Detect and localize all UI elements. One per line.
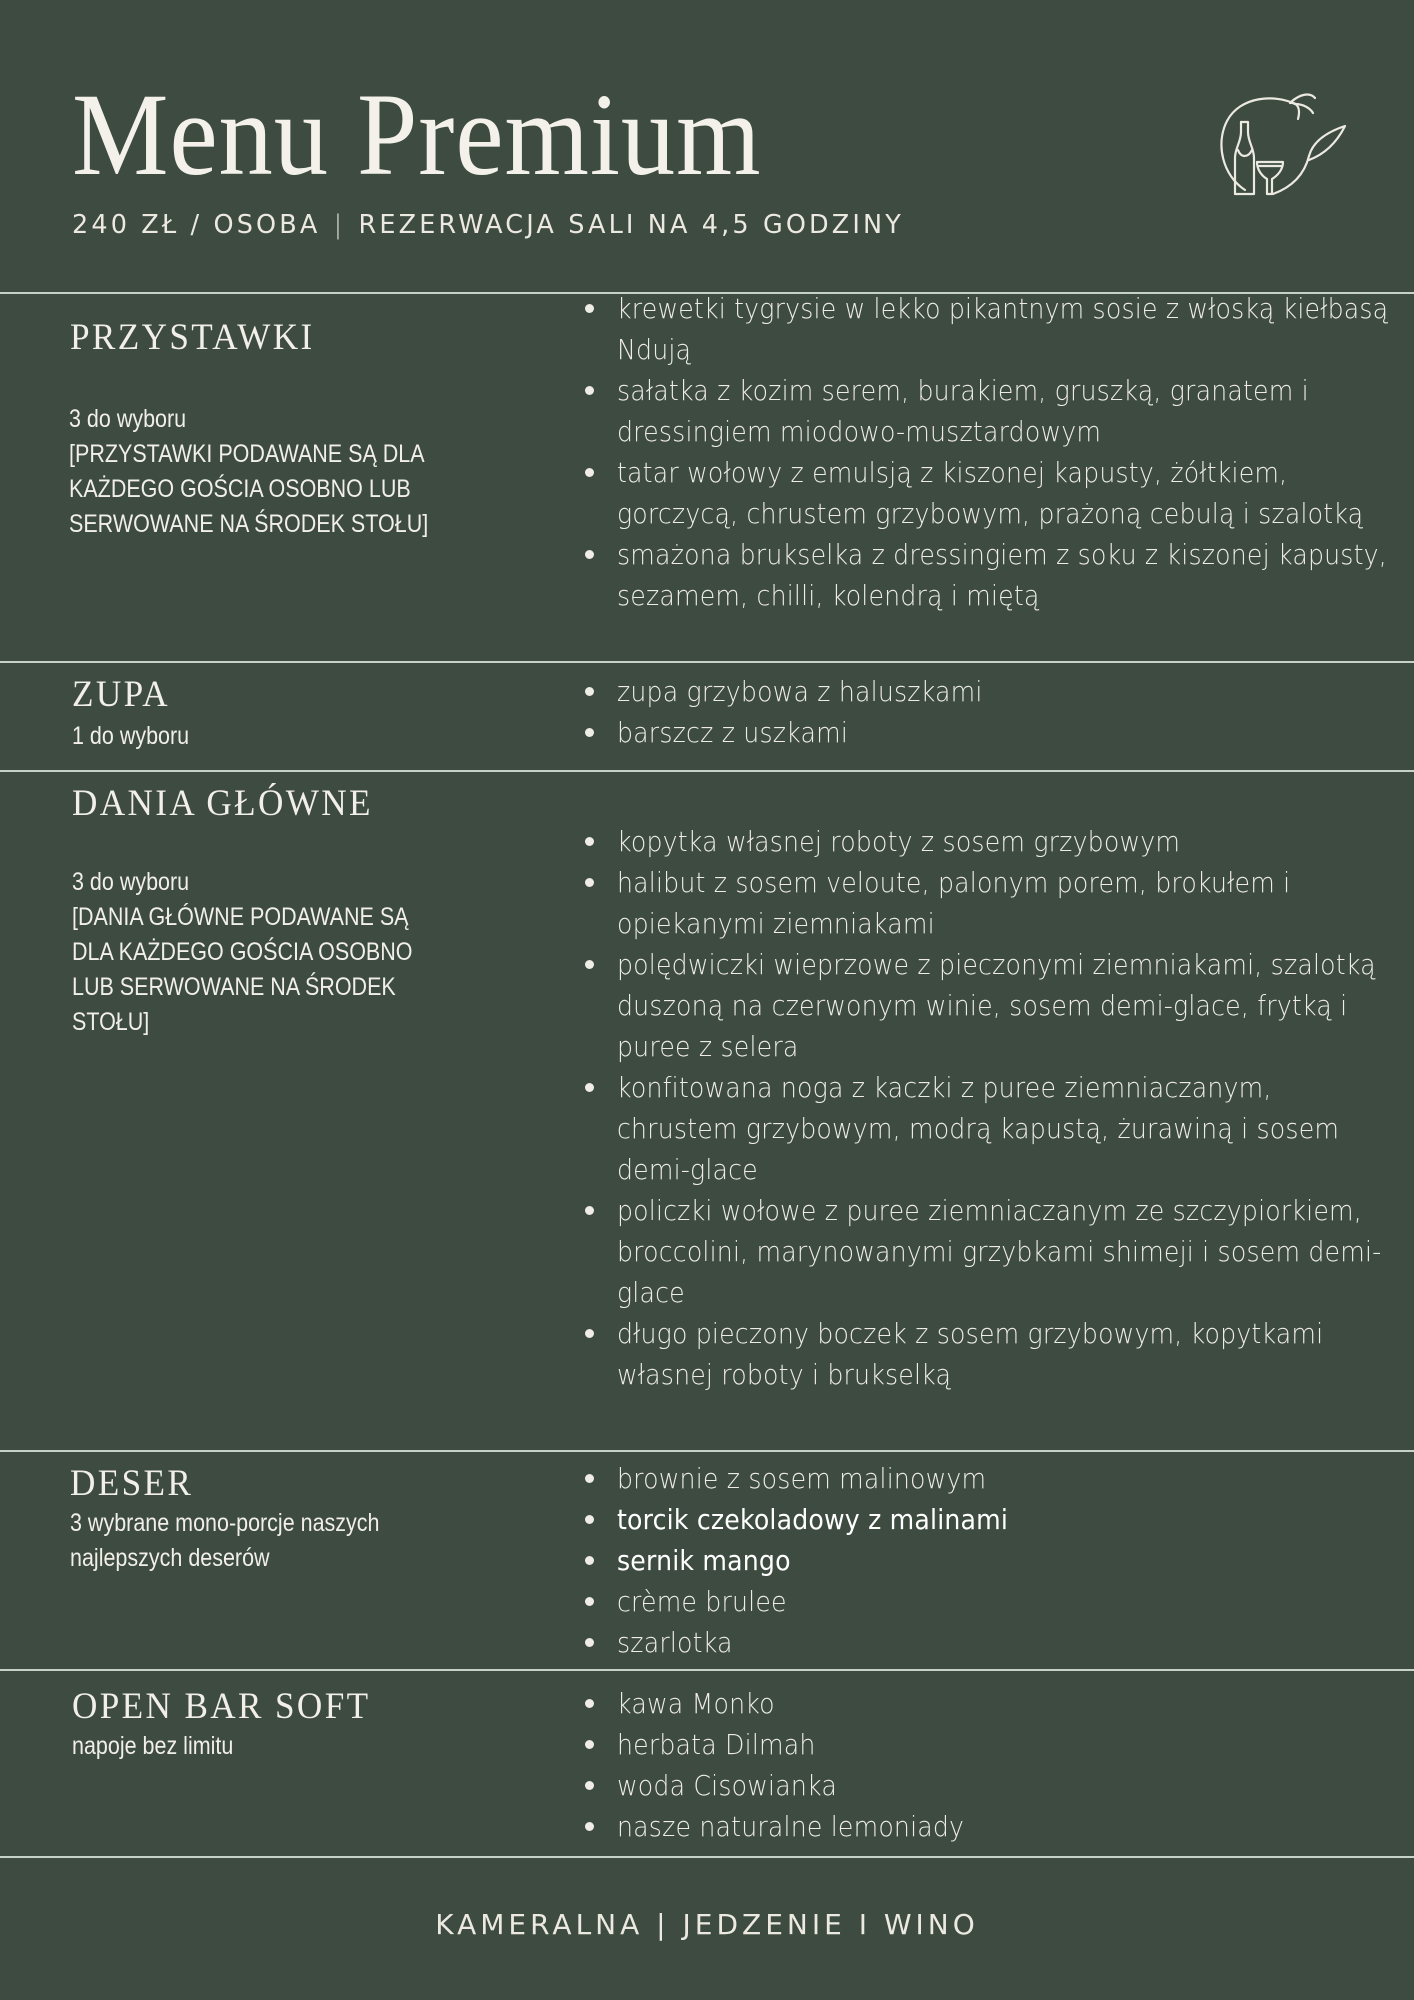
list-item: krewetki tygrysie w lekko pikantnym sosie z włoską kiełbasą Ndują <box>580 288 1400 370</box>
list-item: sałatka z kozim serem, burakiem, gruszką, granatem i dressingiem miodowo-musztardowym <box>580 370 1400 452</box>
section-note <box>70 1506 500 1576</box>
bullet-icon <box>585 1638 594 1647</box>
dish-list <box>580 1458 1400 1663</box>
list-item: barszcz z uszkami <box>580 712 1400 753</box>
section-heading: OPEN BAR SOFT <box>72 1686 371 1727</box>
bullet-icon <box>585 468 594 477</box>
list-item: zupa grzybowa z haluszkami <box>580 671 1400 712</box>
wine-bottle-glass-leaf-icon <box>1205 86 1355 206</box>
section-note <box>72 1729 502 1764</box>
footer <box>0 1858 1414 2000</box>
menu-subtitle <box>72 210 904 240</box>
reservation-info: REZERWACJA SALI NA 4,5 GODZINY <box>358 210 904 240</box>
section-soup <box>0 663 1414 770</box>
list-item: sernik mango <box>580 1540 1400 1581</box>
bullet-icon <box>585 1515 594 1524</box>
bullet-icon <box>585 1822 594 1831</box>
bullet-icon <box>585 1206 594 1215</box>
bullet-icon <box>585 304 594 313</box>
bullet-icon <box>585 386 594 395</box>
bullet-icon <box>585 550 594 559</box>
list-item: policzki wołowe z puree ziemniaczanym ze szczypiorkiem, broccolini, marynowanymi grzybkami shimeji i sosem demi-glace <box>580 1190 1400 1313</box>
bullet-icon <box>585 1699 594 1708</box>
bullet-icon <box>585 728 594 737</box>
bullet-icon <box>585 837 594 846</box>
list-item: nasze naturalne lemoniady <box>580 1806 1400 1847</box>
bullet-icon <box>585 1329 594 1338</box>
footer-brand-line <box>0 1908 1414 1941</box>
drink-list <box>580 1683 1400 1847</box>
section-heading: PRZYSTAWKI <box>70 317 315 358</box>
subtitle-separator: | <box>333 210 346 240</box>
list-item: konfitowana noga z kaczki z puree ziemniaczanym, chrustem grzybowym, modrą kapustą, żurawiną i sosem demi-glace <box>580 1067 1400 1190</box>
bullet-icon <box>585 878 594 887</box>
bullet-icon <box>585 1597 594 1606</box>
list-item: brownie z sosem malinowym <box>580 1458 1400 1499</box>
section-note <box>72 865 502 1040</box>
choice-count: 3 wybrane mono-porcje naszych najlepszych deserów <box>70 1509 380 1572</box>
section-main-courses <box>0 772 1414 1450</box>
section-appetizers <box>0 294 1414 661</box>
list-item: kawa Monko <box>580 1683 1400 1724</box>
choice-count: 3 do wyboru <box>72 868 190 896</box>
list-item: długo pieczony boczek z sosem grzybowym, kopytkami własnej roboty i brukselką <box>580 1313 1400 1395</box>
serving-info: [PRZYSTAWKI PODAWANE SĄ DLA KAŻDEGO GOŚCIA OSOBNO LUB SERWOWANE NA ŚRODEK STOŁU] <box>69 440 429 538</box>
list-item: polędwiczki wieprzowe z pieczonymi ziemniakami, szalotką duszoną na czerwonym winie, sosem demi-glace, frytką i puree z selera <box>580 944 1400 1067</box>
list-item: szarlotka <box>580 1622 1400 1663</box>
serving-info: [DANIA GŁÓWNE PODAWANE SĄ DLA KAŻDEGO GOŚCIA OSOBNO LUB SERWOWANE NA ŚRODEK STOŁU] <box>72 903 413 1036</box>
dish-list <box>580 288 1400 616</box>
brand-tagline: JEDZENIE I WINO <box>682 1908 979 1941</box>
footer-separator: | <box>656 1908 670 1941</box>
menu-title: Menu Premium <box>72 69 762 200</box>
bullet-icon <box>585 1083 594 1092</box>
price-per-person: 240 ZŁ / OSOBA <box>72 210 321 240</box>
menu-header <box>0 0 1414 293</box>
dish-list <box>580 821 1400 1395</box>
bullet-icon <box>585 960 594 969</box>
bullet-icon <box>585 1474 594 1483</box>
section-note <box>72 719 502 754</box>
choice-count: 1 do wyboru <box>72 722 190 750</box>
list-item: halibut z sosem veloute, palonym porem, brokułem i opiekanymi ziemniakami <box>580 862 1400 944</box>
bullet-icon <box>585 1556 594 1565</box>
choice-count: 3 do wyboru <box>69 405 187 433</box>
brand-name: KAMERALNA <box>435 1908 644 1941</box>
section-heading: DESER <box>70 1463 194 1504</box>
list-item: woda Cisowianka <box>580 1765 1400 1806</box>
bullet-icon <box>585 687 594 696</box>
list-item: tatar wołowy z emulsją z kiszonej kapusty, żółtkiem, gorczycą, chrustem grzybowym, prażoną cebulą i szalotką <box>580 452 1400 534</box>
section-heading: DANIA GŁÓWNE <box>72 783 373 824</box>
section-heading: ZUPA <box>72 674 171 715</box>
list-item: kopytka własnej roboty z sosem grzybowym <box>580 821 1400 862</box>
list-item: smażona brukselka z dressingiem z soku z kiszonej kapusty, sezamem, chilli, kolendrą i miętą <box>580 534 1400 616</box>
bullet-icon <box>585 1781 594 1790</box>
list-item: herbata Dilmah <box>580 1724 1400 1765</box>
choice-count: napoje bez limitu <box>72 1732 234 1760</box>
dish-list <box>580 671 1400 753</box>
section-note <box>69 402 499 542</box>
bullet-icon <box>585 1740 594 1749</box>
list-item: crème brulee <box>580 1581 1400 1622</box>
section-dessert <box>0 1452 1414 1669</box>
section-open-bar <box>0 1671 1414 1856</box>
list-item: torcik czekoladowy z malinami <box>580 1499 1400 1540</box>
